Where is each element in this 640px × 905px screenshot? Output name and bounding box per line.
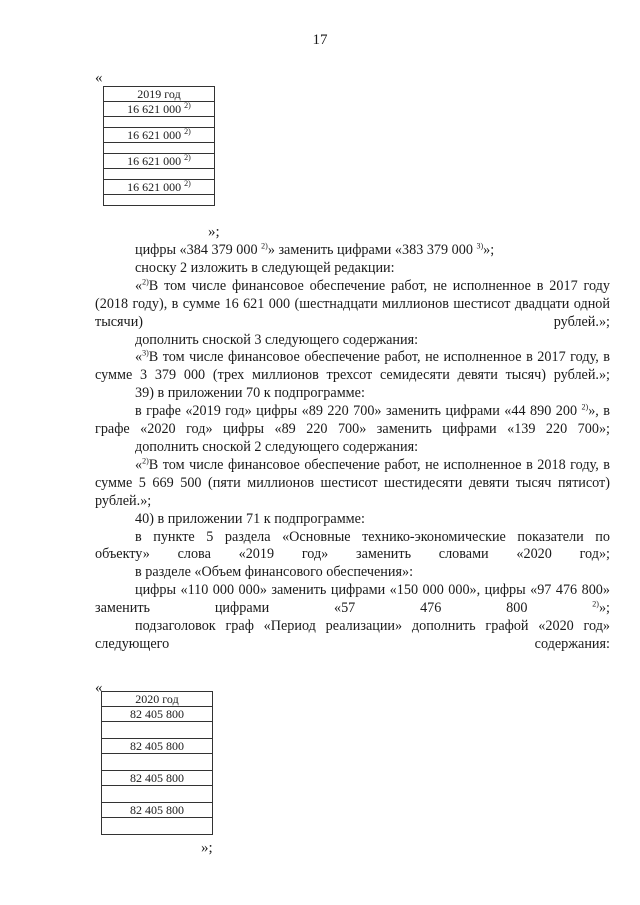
table-header: 2019 год — [104, 87, 215, 102]
table-cell-empty — [102, 786, 213, 803]
table-header: 2020 год — [102, 692, 213, 707]
table-cell: 16 621 000 $^{2)}$ — [104, 128, 215, 143]
paragraph: подзаголовок граф «Период реализации» дополнить графой «2020 год» следующего содержания: — [95, 618, 610, 652]
table-cell-empty — [104, 143, 215, 154]
close-quote-2: »; — [201, 840, 213, 856]
table-cell: 82 405 800 — [102, 771, 213, 786]
paragraph: в графе «2019 год» цифры «89 220 700» заменить цифрами «44 890 200 $^{2)}$», в графе «2020 год» цифры «89 220 700» заменить цифрами «139 220 700»; — [95, 402, 610, 438]
table-2020 — [101, 691, 213, 835]
paragraph: цифры «110 000 000» заменить цифрами «150 000 000», цифры «97 476 800» заменить цифрами «57 476 800 $^{2)}$»; — [95, 582, 610, 617]
table-cell-empty — [102, 722, 213, 739]
paragraph: в разделе «Объем финансового обеспечения»: — [135, 564, 414, 581]
paragraph: в пункте 5 раздела «Основные технико-экономические показатели по объекту» слова «2019 год» заменить словами «2020 год»; — [95, 528, 610, 563]
table-cell: 82 405 800 — [102, 707, 213, 722]
table-cell-empty — [102, 754, 213, 771]
document-body — [95, 242, 610, 654]
table-2019 — [103, 86, 215, 206]
paragraph: сноску 2 изложить в следующей редакции: — [135, 259, 395, 276]
paragraph: дополнить сноской 2 следующего содержания: — [135, 438, 419, 455]
table-cell: 82 405 800 — [102, 803, 213, 818]
table-cell-empty — [104, 117, 215, 128]
paragraph: цифры «384 379 000 $^{2)}$» заменить цифрами «383 379 000 $^{3)}$»; — [135, 241, 495, 258]
open-quote-2: « — [95, 680, 103, 696]
item-39-heading: 39) в приложении 70 к подпрограмме: — [135, 385, 365, 402]
table-cell-empty — [102, 818, 213, 835]
table-cell-empty — [104, 195, 215, 206]
table-cell: 16 621 000 $^{2)}$ — [104, 154, 215, 169]
open-quote-1: « — [95, 70, 103, 86]
footnote-2-text: «$^{2)}$В том числе финансовое обеспечение работ, не исполненное в 2017 году (2018 году), в сумме 16 621 000 (шестнадцати миллионов шестисот двадцати одной тысячи) рублей.»; — [95, 277, 610, 330]
table-cell: 16 621 000 $^{2)}$ — [104, 102, 215, 117]
page-number: 17 — [312, 32, 328, 48]
table-cell: 16 621 000 $^{2)}$ — [104, 180, 215, 195]
footnote-3-text: «$^{3)}$В том числе финансовое обеспечение работ, не исполненное в 2017 году, в сумме 3 379 000 (трех миллионов трехсот семидесяти девяти тысяч) рублей.»; — [95, 348, 610, 384]
table-cell-empty — [104, 169, 215, 180]
close-quote-1: »; — [208, 224, 220, 240]
footnote-2b-text: «$^{2)}$В том числе финансовое обеспечение работ, не исполненное в 2018 году, в сумме 5 669 500 (пяти миллионов шестисот шестидесяти девяти тысяч пятисот) рублей.»; — [95, 456, 610, 509]
table-cell: 82 405 800 — [102, 739, 213, 754]
paragraph: дополнить сноской 3 следующего содержания: — [135, 331, 419, 348]
item-40-heading: 40) в приложении 71 к подпрограмме: — [135, 510, 365, 527]
